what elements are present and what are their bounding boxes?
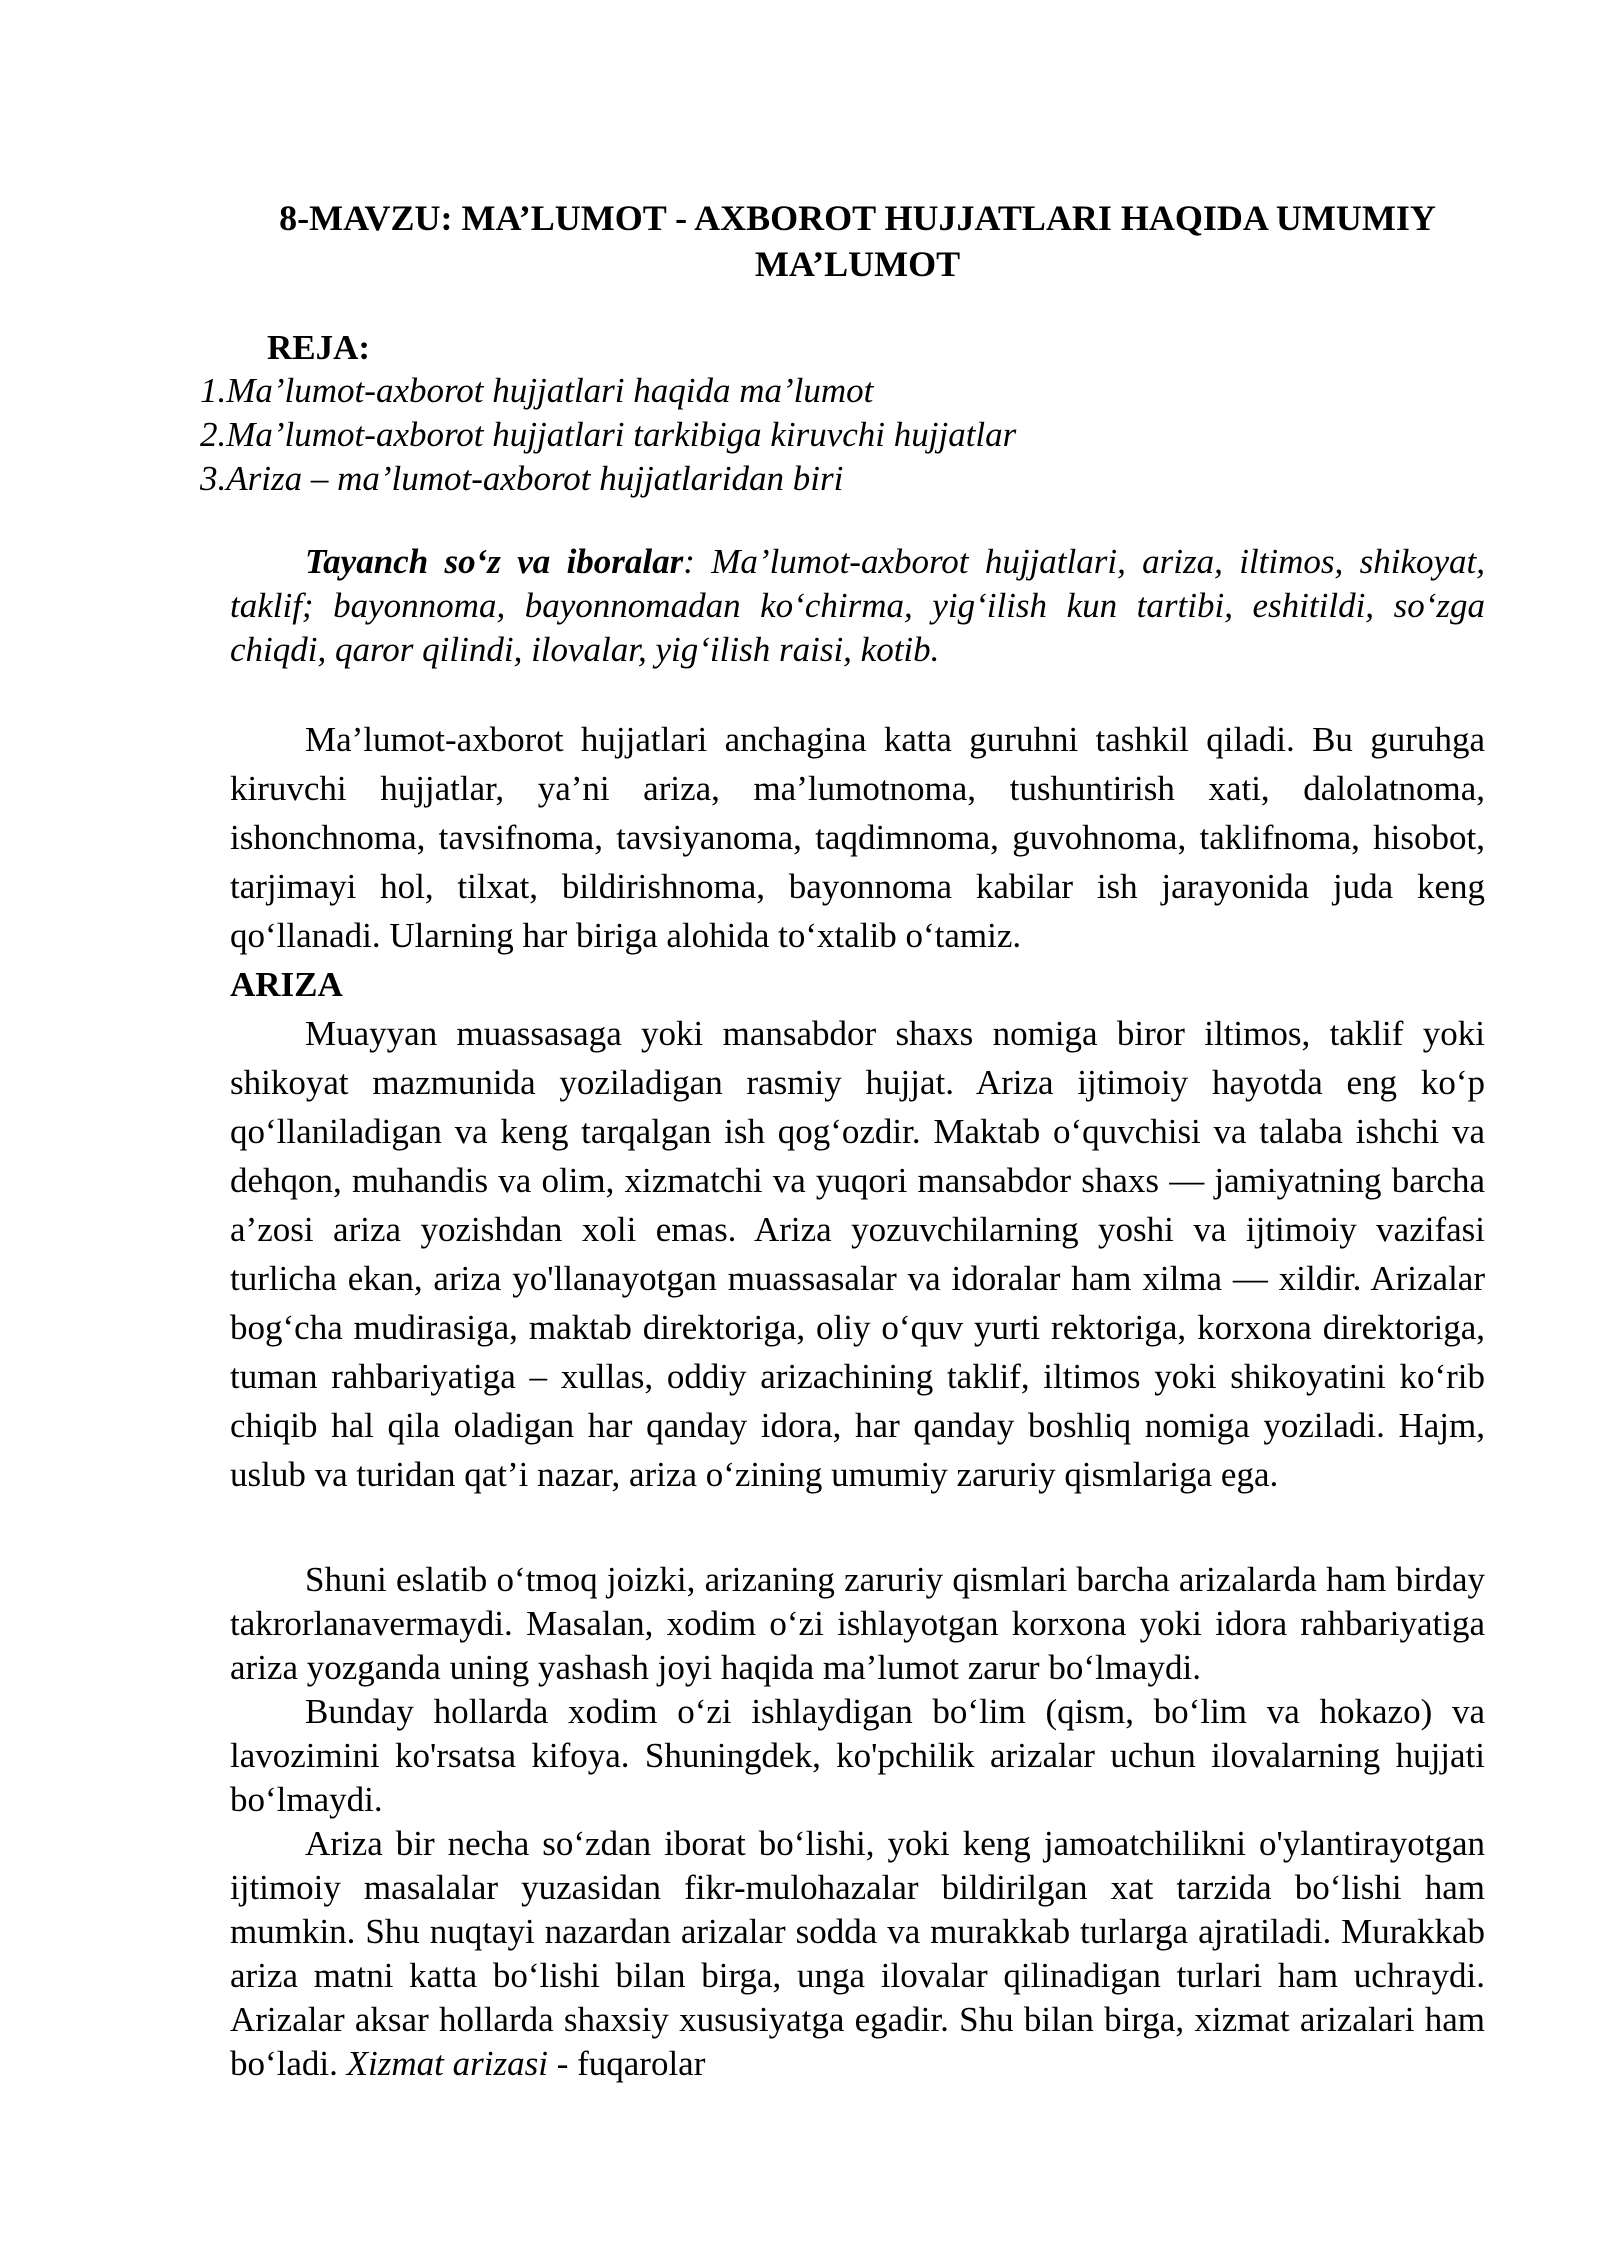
- ariza-paragraph-3: Bunday hollarda xodim o‘zi ishlaydigan bo‘lim (qism, bo‘lim va hokazo) va lavozimini ko'rsatsa kifoya. Shuningdek, ko'pchilik arizalar uchun ilovalarning hujjati bo‘lmaydi.: [230, 1692, 1485, 1819]
- plan-item: 1.Ma’lumot-axborot hujjatlari haqida ma’lumot: [200, 371, 874, 410]
- intro-paragraph: Ma’lumot-axborot hujjatlari anchagina katta guruhni tashkil qiladi. Bu guruhga kiruvchi hujjatlar, ya’ni ariza, ma’lumotnoma, tushuntirish xati, dalolatnoma, ishonchnoma, tavsifnoma, tavsiyanoma, taqdimnoma, guvohnoma, taklifnoma, hisobot, tarjimayi hol, tilxat, bildirishnoma, bayonnoma kabilar ish jarayonida juda keng qo‘llanadi. Ularning har biriga alohida to‘xtalib o‘tamiz.: [230, 720, 1485, 955]
- ariza-paragraph-2: Shuni eslatib o‘tmoq joizki, arizaning zaruriy qismlari barcha arizalarda ham birday takrorlanavermaydi. Masalan, xodim o‘zi ishlayotgan korxona yoki idora rahbariyatiga ariza yozganda uning yashash joyi haqida ma’lumot zarur bo‘lmaydi.: [230, 1560, 1485, 1687]
- keywords-label: Tayanch so‘z va iboralar: [305, 542, 684, 581]
- plan-item: 2.Ma’lumot-axborot hujjatlari tarkibiga kiruvchi hujjatlar: [200, 415, 1017, 454]
- keywords-paragraph: [230, 540, 1485, 672]
- ariza-block: [230, 1558, 1485, 2086]
- intro-block: [230, 715, 1485, 1499]
- document-title: [230, 195, 1485, 287]
- plan-heading: REJA:: [267, 328, 371, 367]
- ariza-paragraph-4: [230, 1822, 1485, 2086]
- keywords-text: : Ma’lumot-axborot hujjatlari, ariza, iltimos, shikoyat, taklif; bayonnoma, bayonnomadan ko‘chirma, yig‘ilish kun tartibi, eshitildi, so‘zga chiqdi, qaror qilindi, ilovalar, yig‘ilish raisi, kotib.: [230, 542, 1485, 669]
- ariza-paragraph-1: Muayyan muassasaga yoki mansabdor shaxs nomiga biror iltimos, taklif yoki shikoyat mazmunida yoziladigan rasmiy hujjat. Ariza ijtimoiy hayotda eng ko‘p qo‘llaniladigan va keng tarqalgan ish qog‘ozdir. Maktab o‘quvchisi va talaba ishchi va dehqon, muhandis va olim, xizmatchi va yuqori mansabdor shaxs — jamiyatning barcha a’zosi ariza yozishdan xoli emas. Ariza yozuvchilarning yoshi va ijtimoiy vazifasi turlicha ekan, ariza yo'llanayotgan muassasalar va idoralar ham xilma — xildir. Arizalar bog‘cha mudirasiga, maktab direktoriga, oliy o‘quv yurti rektoriga, korxona direktoriga, tuman rahbariyatiga – xullas, oddiy arizachining taklif, iltimos yoki shikoyatini ko‘rib chiqib hal qila oladigan har qanday idora, har qanday boshliq nomiga yoziladi. Hajm, uslub va turidan qat’i nazar, ariza o‘zining umumiy zaruriy qismlariga ega.: [230, 1014, 1485, 1494]
- ariza-paragraph-4-start: Ariza bir necha so‘zdan iborat bo‘lishi, yoki keng jamoatchilikni o'ylantirayotgan ijtimoiy masalalar yuzasidan fikr-mulohazalar bildirilgan xat tarzida bo‘lishi ham mumkin. Shu nuqtayi nazardan arizalar sodda va murakkab turlarga ajratiladi. Murakkab ariza matni katta bo‘lishi bilan birga, unga ilovalar qilinadigan turlari ham uchraydi. Arizalar aksar hollarda shaxsiy xususiyatga egadir. Shu bilan birga, xizmat arizalari ham bo‘ladi.: [230, 1824, 1485, 2083]
- plan-list: [200, 369, 1016, 501]
- title-line-2: MA’LUMOT: [754, 244, 961, 284]
- section-heading: ARIZA: [230, 965, 343, 1004]
- plan-item: 3.Ariza – ma’lumot-axborot hujjatlaridan biri: [200, 459, 844, 498]
- ariza-paragraph-4-italic: Xizmat arizasi: [346, 2044, 548, 2083]
- title-line-1: 8-MAVZU: MA’LUMOT - AXBOROT HUJJATLARI HAQIDA UMUMIY: [279, 198, 1436, 238]
- document-page: [200, 195, 1485, 2083]
- ariza-paragraph-4-end: - fuqarolar: [547, 2044, 706, 2083]
